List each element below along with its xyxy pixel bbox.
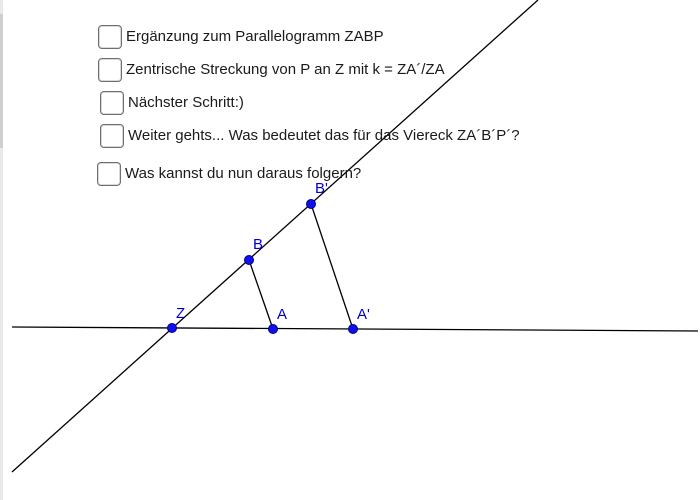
- checkbox-row-streckung[interactable]: [98, 57, 445, 83]
- point-b[interactable]: [245, 256, 254, 265]
- point-z[interactable]: [168, 324, 177, 333]
- point-a-prime[interactable]: [349, 325, 358, 334]
- checkbox-folgern[interactable]: [97, 162, 121, 186]
- label-a-prime: A': [357, 306, 370, 323]
- segment-b2a2[interactable]: [311, 204, 353, 329]
- checkbox-next-step[interactable]: [100, 91, 124, 115]
- checkbox-row-viereck[interactable]: [100, 123, 520, 149]
- checkbox-streckung[interactable]: [98, 58, 122, 82]
- label-a: A: [277, 306, 288, 323]
- checkbox-row-parallelogram[interactable]: [98, 24, 384, 50]
- point-b-prime[interactable]: [307, 200, 316, 209]
- checkbox-row-next-step[interactable]: [100, 90, 244, 116]
- checkbox-row-folgern[interactable]: [97, 161, 361, 187]
- checkbox-label: Was kannst du nun daraus folgern?: [125, 165, 362, 182]
- checkbox-label: Ergänzung zum Parallelogramm ZABP: [126, 28, 384, 45]
- checkbox-label: Nächster Schritt:): [128, 94, 244, 111]
- label-b-prime: B': [315, 180, 328, 197]
- label-z: Z: [176, 305, 186, 322]
- point-a[interactable]: [269, 325, 278, 334]
- label-b: B: [253, 236, 264, 253]
- checkbox-parallelogram[interactable]: [98, 25, 122, 49]
- checkbox-label: Weiter gehts... Was bedeutet das für das Viereck ZA´B´P´?: [128, 127, 520, 144]
- checkbox-viereck[interactable]: [100, 124, 124, 148]
- checkbox-label: Zentrische Streckung von P an Z mit k = ZA´/ZA: [126, 61, 445, 78]
- segment-ba[interactable]: [249, 260, 273, 329]
